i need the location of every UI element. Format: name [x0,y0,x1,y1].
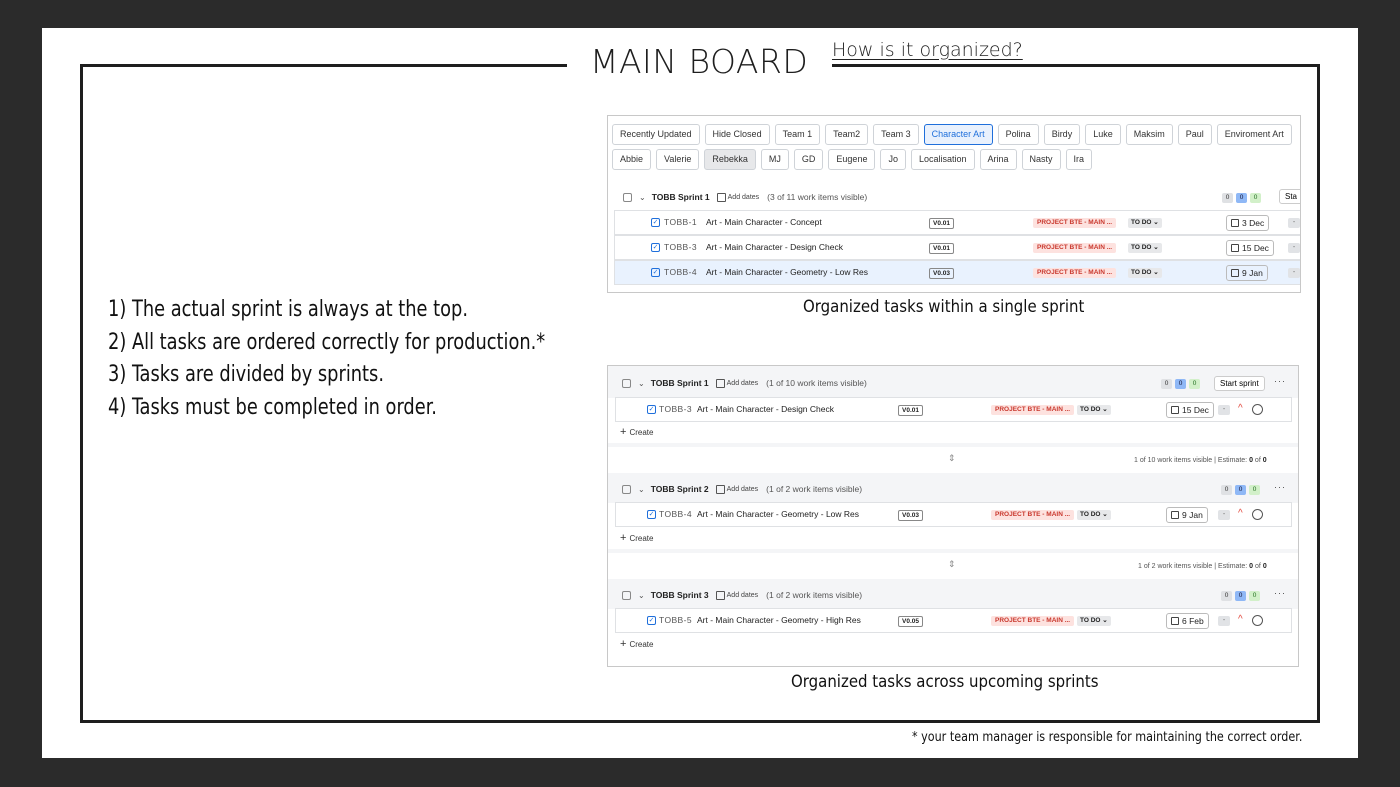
filter-chip[interactable]: Recently Updated [612,124,700,145]
add-dates-button[interactable]: Add dates [716,379,759,388]
sprint-checkbox[interactable] [622,379,631,388]
sprint-checkbox[interactable] [622,591,631,600]
count-todo: 0 [1221,485,1232,495]
filter-chip[interactable]: GD [794,149,824,170]
fix-version: V0.01 [929,218,954,229]
page-title: MAIN BOARD [590,42,809,81]
project-tag: PROJECT BTE - MAIN ... [1033,218,1116,228]
filter-chip[interactable]: Jo [880,149,906,170]
due-date[interactable]: 15 Dec [1226,240,1274,256]
project-tag: PROJECT BTE - MAIN ... [991,616,1074,626]
rule-item: 4) Tasks must be completed in order. [108,394,437,420]
sprint-name: TOBB Sprint 3 [650,590,709,600]
issue-key[interactable]: TOBB-3 [659,404,692,414]
task-type-icon: ✓ [652,219,659,226]
drag-handle-icon[interactable]: ⇕ [948,453,956,463]
visible-count: (1 of 10 work items visible) [766,378,867,388]
start-sprint-button[interactable]: Start sprint [1214,376,1265,391]
more-icon[interactable]: ··· [1274,588,1286,598]
assignee-avatar-icon[interactable] [1252,509,1263,520]
rule-item: 2) All tasks are ordered correctly for production.* [108,329,546,355]
filter-bar-row-1 [612,124,1292,145]
count-todo: 0 [1222,193,1233,203]
task-type-icon: ✓ [648,406,655,413]
table-row[interactable] [614,260,1301,285]
issue-key[interactable]: TOBB-4 [664,267,697,277]
frame-top-right [832,64,1320,67]
more-icon[interactable]: ··· [1274,482,1286,492]
count-in-progress: 0 [1235,485,1246,495]
priority-high-icon: ^ [1238,403,1243,414]
plus-icon: + [620,638,627,650]
sprint-band [608,443,1299,447]
fix-version: V0.01 [929,243,954,254]
issue-key[interactable]: TOBB-1 [664,217,697,227]
filter-chip[interactable]: Enviroment Art [1217,124,1292,145]
sprint-status-counts [1221,485,1260,495]
project-tag: PROJECT BTE - MAIN ... [991,510,1074,520]
count-done: 0 [1250,193,1261,203]
task-type-icon: ✓ [652,244,659,251]
sprint-status-counts [1221,591,1260,601]
table-row[interactable] [615,397,1292,422]
edit-icon [716,485,725,494]
due-date[interactable]: 3 Dec [1226,215,1269,231]
count-in-progress: 0 [1236,193,1247,203]
filter-chip[interactable]: Team 3 [873,124,919,145]
filter-chip[interactable]: Team 1 [775,124,821,145]
filter-chip[interactable]: Team2 [825,124,868,145]
project-tag: PROJECT BTE - MAIN ... [991,405,1074,415]
caption-multi-sprint: Organized tasks across upcoming sprints [791,672,1099,692]
filter-chip[interactable]: Birdy [1044,124,1081,145]
chevron-down-icon[interactable]: ⌄ [638,484,645,494]
frame-bottom [80,720,1320,723]
status-dropdown[interactable]: TO DO ⌄ [1077,405,1111,415]
issue-key[interactable]: TOBB-3 [664,242,697,252]
priority-high-icon: ^ [1238,614,1243,625]
due-date[interactable]: 6 Feb [1166,613,1209,629]
page-subtitle: How is it organized? [832,39,1023,61]
sprint-name: TOBB Sprint 1 [651,192,710,202]
sprint-header [622,484,862,494]
sprint-footer: 1 of 2 work items visible | Estimate: 0 of 0 [1138,563,1267,570]
fix-version: V0.01 [898,405,923,416]
edit-icon [716,379,725,388]
filter-chip[interactable]: Localisation [911,149,975,170]
rule-item: 1) The actual sprint is always at the top. [108,297,469,322]
filter-chip[interactable]: MJ [761,149,789,170]
estimate-field[interactable]: - [1218,405,1230,415]
task-type-icon: ✓ [652,269,659,276]
project-tag: PROJECT BTE - MAIN ... [1033,243,1116,253]
status-dropdown[interactable]: TO DO ⌄ [1128,243,1162,253]
issue-summary[interactable]: Art - Main Character - Geometry - Low Res [706,267,869,277]
sprint-status-counts [1161,379,1200,389]
visible-count: (3 of 11 work items visible) [767,192,868,202]
edit-icon [716,591,725,600]
add-dates-button[interactable]: Add dates [716,485,759,494]
due-date[interactable]: 9 Jan [1166,507,1208,523]
plus-icon: + [620,426,627,438]
assignee-avatar-icon[interactable] [1252,404,1263,415]
sprint-footer: 1 of 10 work items visible | Estimate: 0 of 0 [1134,457,1267,464]
count-todo: 0 [1161,379,1172,389]
filter-chip[interactable]: Rebekka [704,149,756,170]
issue-key[interactable]: TOBB-4 [659,509,692,519]
fix-version: V0.03 [898,510,923,521]
chevron-down-icon[interactable]: ⌄ [639,192,646,202]
filter-chip[interactable]: Arina [980,149,1017,170]
single-sprint-screenshot [607,115,1301,293]
count-in-progress: 0 [1235,591,1246,601]
fix-version: V0.03 [929,268,954,279]
table-row[interactable] [614,235,1301,260]
task-type-icon: ✓ [648,617,655,624]
multi-sprint-screenshot [607,365,1299,667]
status-dropdown[interactable]: TO DO ⌄ [1077,510,1111,520]
count-in-progress: 0 [1175,379,1186,389]
frame-right [1317,64,1320,723]
plus-icon: + [620,532,627,544]
sprint-header [622,590,862,600]
count-done: 0 [1249,591,1260,601]
calendar-icon [1171,617,1179,625]
table-row[interactable] [615,502,1292,527]
sprint-band [608,549,1299,553]
sprint-name: TOBB Sprint 1 [650,378,709,388]
drag-handle-icon[interactable]: ⇕ [948,559,956,569]
count-done: 0 [1249,485,1260,495]
footnote: * your team manager is responsible for maintaining the correct order. [912,730,1303,745]
fix-version: V0.05 [898,616,923,627]
priority-high-icon: ^ [1238,508,1243,519]
sprint-header [623,192,867,202]
status-dropdown[interactable]: TO DO ⌄ [1077,616,1111,626]
calendar-icon [1231,219,1239,227]
project-tag: PROJECT BTE - MAIN ... [1033,268,1116,278]
calendar-icon [1231,244,1239,252]
calendar-icon [1171,406,1179,414]
estimate-field[interactable]: - [1288,243,1300,253]
chevron-down-icon[interactable]: ⌄ [638,590,645,600]
frame-top-left [80,64,567,67]
create-button[interactable]: + Create [620,638,654,650]
sprint-name: TOBB Sprint 2 [650,484,709,494]
status-dropdown[interactable]: TO DO ⌄ [1128,218,1162,228]
caption-single-sprint: Organized tasks within a single sprint [803,297,1085,317]
issue-summary[interactable]: Art - Main Character - Concept [706,217,822,227]
table-row[interactable] [615,608,1292,633]
rules-list [108,294,594,424]
issue-summary[interactable]: Art - Main Character - Geometry - High Res [697,615,861,625]
issue-summary[interactable]: Art - Main Character - Design Check [697,404,834,414]
create-button[interactable]: + Create [620,426,654,438]
filter-chip[interactable]: Paul [1178,124,1212,145]
due-date[interactable]: 9 Jan [1226,265,1268,281]
filter-chip[interactable]: Nasty [1022,149,1061,170]
filter-chip[interactable]: Eugene [828,149,875,170]
filter-chip[interactable]: Luke [1085,124,1121,145]
due-date[interactable]: 15 Dec [1166,402,1214,418]
calendar-icon [1231,269,1239,277]
estimate-field[interactable]: - [1218,510,1230,520]
estimate-field[interactable]: - [1218,616,1230,626]
filter-chip[interactable]: Maksim [1126,124,1173,145]
filter-chip[interactable]: Polina [998,124,1039,145]
count-done: 0 [1189,379,1200,389]
count-todo: 0 [1221,591,1232,601]
issue-key[interactable]: TOBB-5 [659,615,692,625]
filter-chip[interactable]: Valerie [656,149,699,170]
add-dates-button[interactable]: Add dates [717,193,760,202]
more-icon[interactable]: ··· [1274,376,1286,386]
add-dates-button[interactable]: Add dates [716,591,759,600]
task-type-icon: ✓ [648,511,655,518]
rule-item: 3) Tasks are divided by sprints. [108,362,384,387]
edit-icon [717,193,726,202]
chevron-down-icon[interactable]: ⌄ [638,378,645,388]
frame-left [80,64,83,723]
filter-chip[interactable]: Abbie [612,149,651,170]
assignee-avatar-icon[interactable] [1252,615,1263,626]
sprint-checkbox[interactable] [622,485,631,494]
filter-chip[interactable]: Ira [1066,149,1093,170]
visible-count: (1 of 2 work items visible) [766,590,863,600]
estimate-field[interactable]: - [1288,268,1300,278]
issue-summary[interactable]: Art - Main Character - Geometry - Low Res [697,509,860,519]
filter-bar-row-2 [612,149,1092,170]
create-button[interactable]: + Create [620,532,654,544]
table-row[interactable] [614,210,1301,235]
filter-chip-active[interactable]: Character Art [924,124,993,145]
estimate-field[interactable]: - [1288,218,1300,228]
sprint-checkbox[interactable] [623,193,632,202]
filter-chip[interactable]: Hide Closed [705,124,770,145]
sprint-status-counts [1222,193,1261,203]
status-dropdown[interactable]: TO DO ⌄ [1128,268,1162,278]
start-sprint-button[interactable]: Sta [1279,189,1301,204]
visible-count: (1 of 2 work items visible) [766,484,863,494]
calendar-icon [1171,511,1179,519]
issue-summary[interactable]: Art - Main Character - Design Check [706,242,843,252]
sprint-header [622,378,867,388]
